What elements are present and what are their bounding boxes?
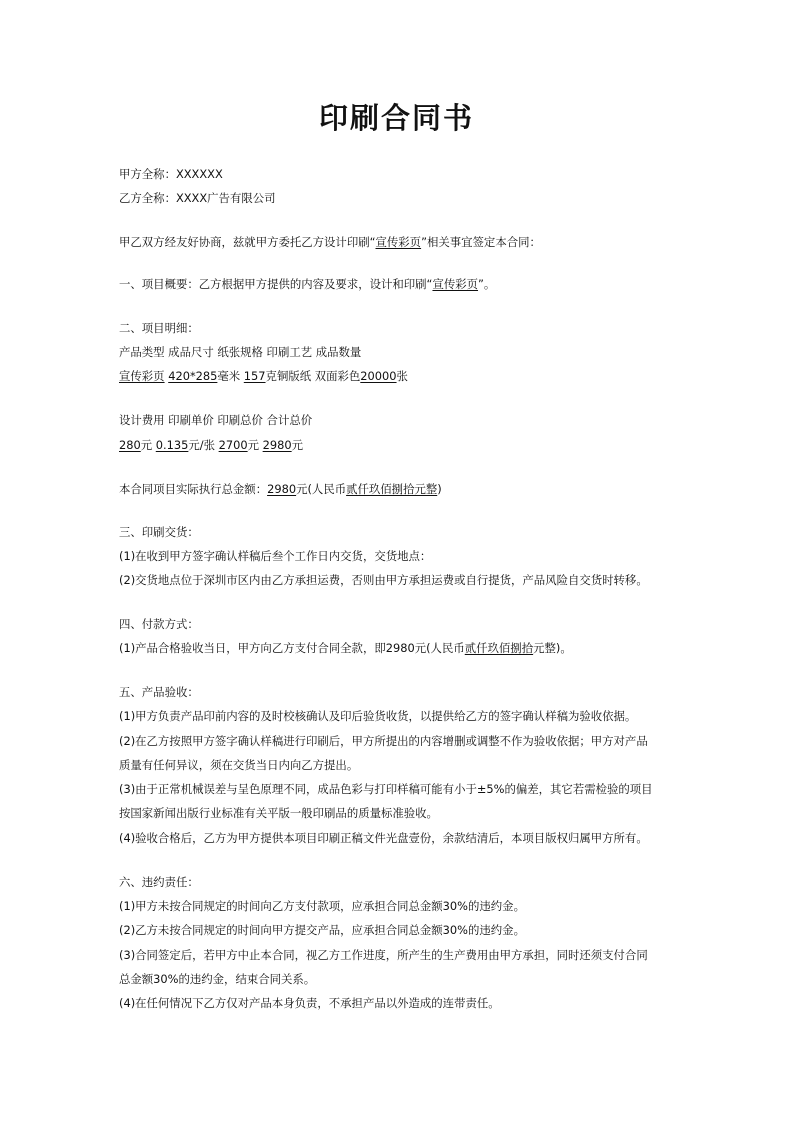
total-amount-line (119, 481, 442, 497)
detail-row2-values (119, 437, 303, 453)
section3-item: (1)在收到甲方签字确认样稿后叁个工作日内交货，交货地点： (119, 549, 432, 563)
party-a-line: 甲方全称：XXXXXX (119, 167, 223, 181)
section1-product-name: 宣传彩页 (432, 277, 479, 291)
section6-heading: 六、违约责任： (119, 875, 199, 889)
section6-item: (1)甲方未按合同规定的时间向乙方支付款项，应承担合同总金额30%的违约金。 (119, 899, 525, 913)
section3-item: (2)交货地点位于深圳市区内由乙方承担运费，否则由甲方承担运费或自行提货，产品风险自交货时转移。 (119, 573, 648, 587)
section5-item: (3)由于正常机械误差与呈色原理不同，成品色彩与打印样稿可能有小于±5%的偏差，其它若需检验的项目 (119, 782, 653, 796)
section5-item: 质量有任何异议，须在交货当日内向乙方提出。 (119, 758, 359, 772)
payment-text-pre: (1)产品合格验收当日，甲方向乙方支付合同全款，即2980元(人民币 (119, 641, 465, 655)
product-size-value: 420*285 (168, 369, 218, 383)
section6-item: (3)合同签定后，若甲方中止本合同，视乙方工作进度，所产生的生产费用由甲方承担，同时还须支付合同 (119, 948, 648, 962)
detail-row1-values (119, 368, 408, 384)
section5-item: (4)验收合格后，乙方为甲方提供本项目印刷正稿文件光盘壹份，余款结清后，本项目版权归属甲方所有。 (119, 831, 648, 845)
product-type-value: 宣传彩页 (119, 369, 165, 383)
section5-item: (2)在乙方按照甲方签字确认样稿进行印刷后，甲方所提出的内容增删或调整不作为验收依据；甲方对产品 (119, 734, 648, 748)
section1-text-post: ”。 (478, 277, 496, 291)
product-size-unit: 毫米 (217, 369, 244, 383)
section6-item: (4)在任何情况下乙方仅对产品本身负责，不承担产品以外造成的连带责任。 (119, 996, 500, 1010)
intro-text-post: ”相关事宜签定本合同： (421, 235, 541, 249)
unit-price-value: 0.135 (155, 438, 189, 452)
unit-price-unit: 元/张 (188, 438, 219, 452)
document-title: 印刷合同书 (318, 101, 474, 135)
detail-row2-headers: 设计费用 印刷单价 印刷总价 合计总价 (119, 413, 313, 427)
section1-text-pre: 一、项目概要：乙方根据甲方提供的内容及要求，设计和印刷“ (119, 277, 433, 291)
intro-text-pre: 甲乙双方经友好协商，兹就甲方委托乙方设计印刷“ (119, 235, 376, 249)
payment-amount-words: 贰仟玖佰捌拾 (464, 641, 534, 655)
section5-item: 按国家新闻出版行业标准有关平版一般印刷品的质量标准验收。 (119, 806, 438, 820)
section6-item: (2)乙方未按合同规定的时间向甲方提交产品，应承担合同总金额30%的违约金。 (119, 923, 525, 937)
intro-line (119, 234, 541, 250)
grand-total-value: 2980 (262, 438, 292, 452)
print-total-value: 2700 (218, 438, 248, 452)
paper-spec-rest: 克铜版纸 双面彩色 (265, 369, 361, 383)
detail-row1-headers: 产品类型 成品尺寸 纸张规格 印刷工艺 成品数量 (119, 345, 362, 359)
section3-heading: 三、印刷交货： (119, 525, 199, 539)
party-b-line: 乙方全称：XXXX广告有限公司 (119, 191, 276, 205)
section2-heading: 二、项目明细： (119, 321, 199, 335)
section6-item: 总金额30%的违约金，结束合同关系。 (119, 972, 316, 986)
section5-heading: 五、产品验收： (119, 685, 199, 699)
section1-line (119, 276, 495, 292)
grand-total-unit: 元 (291, 438, 304, 452)
quantity-value: 20000 (360, 369, 397, 383)
section5-item: (1)甲方负责产品印前内容的及时校核确认及印后验货收货，以提供给乙方的签字确认样稿为验收依据。 (119, 709, 637, 723)
payment-text-post: 元整)。 (533, 641, 572, 655)
total-amount-value: 2980 (267, 482, 297, 496)
paper-weight-value: 157 (243, 369, 266, 383)
design-fee-unit: 元 (140, 438, 156, 452)
quantity-unit: 张 (396, 369, 408, 383)
print-total-unit: 元 (247, 438, 263, 452)
section4-heading: 四、付款方式： (119, 617, 199, 631)
intro-product-name: 宣传彩页 (375, 235, 422, 249)
total-text-post: ) (437, 482, 442, 496)
total-text-mid: 元(人民币 (296, 482, 347, 496)
total-amount-words: 贰仟玖佰捌拾元整 (346, 482, 438, 496)
section4-item (119, 640, 572, 656)
total-text-pre: 本合同项目实际执行总金额： (119, 482, 268, 496)
design-fee-value: 280 (119, 438, 141, 452)
